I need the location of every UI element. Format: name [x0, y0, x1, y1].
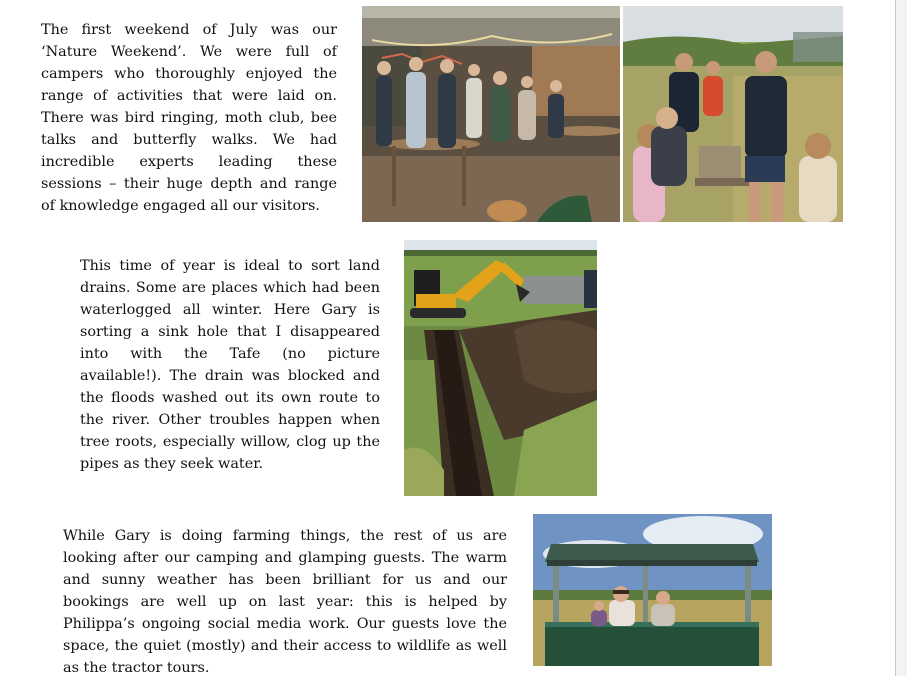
- nature-weekend-paragraph: [41, 19, 337, 217]
- paragraph-line: sessions – their huge depth and range: [41, 176, 337, 192]
- paragraph-line: drains. Some are places which had been: [80, 280, 380, 296]
- paragraph-line: the river. Other troubles happen when: [80, 412, 380, 428]
- paragraph-line: Philippa’s ongoing social media work. Our guests love the: [63, 616, 507, 632]
- paragraph-line: incredible experts leading these: [41, 154, 337, 170]
- paragraph-line: and sunny weather has been brilliant for us and our: [63, 572, 507, 588]
- paragraph-line: While Gary is doing farming things, the rest of us are: [63, 528, 507, 544]
- nature-talk-barn-photo: [362, 6, 620, 222]
- paragraph-line: available!). The drain was blocked and: [80, 368, 380, 384]
- nature-expert-photo: [623, 6, 843, 222]
- digger-drain-photo: [404, 240, 597, 496]
- paragraph-line: of knowledge engaged all our visitors.: [41, 198, 321, 214]
- paragraph-line: There was bird ringing, moth club, bee: [41, 110, 337, 126]
- paragraph-line: sorting a sink hole that I disappeared: [80, 324, 380, 340]
- paragraph-line: pipes as they seek water.: [80, 456, 264, 472]
- paragraph-line: bookings are well up on last year: this is helped by: [63, 594, 507, 610]
- paragraph-line: into with the Tafe (no picture: [80, 346, 380, 362]
- paragraph-line: campers who thoroughly enjoyed the: [41, 66, 337, 82]
- paragraph-line: waterlogged all winter. Here Gary is: [80, 302, 380, 318]
- land-drains-paragraph: [80, 255, 380, 475]
- paragraph-line: ‘Nature Weekend’. We were full of: [41, 44, 337, 60]
- paragraph-line: range of activities that were laid on.: [41, 88, 337, 104]
- paragraph-line: talks and butterfly walks. We had: [41, 132, 337, 148]
- paragraph-line: looking after our camping and glamping guests. The warm: [63, 550, 507, 566]
- paragraph-line: space, the quiet (mostly) and their access to wildlife as well: [63, 638, 507, 654]
- tractor-tour-photo: [533, 514, 772, 666]
- page-edge-scrollbar: [895, 0, 907, 676]
- paragraph-line: This time of year is ideal to sort land: [80, 258, 380, 274]
- guests-paragraph: [63, 525, 507, 679]
- paragraph-line: as the tractor tours.: [63, 660, 210, 676]
- paragraph-line: tree roots, especially willow, clog up the: [80, 434, 380, 450]
- paragraph-line: the floods washed out its own route to: [80, 390, 380, 406]
- paragraph-line: The first weekend of July was our: [41, 22, 337, 38]
